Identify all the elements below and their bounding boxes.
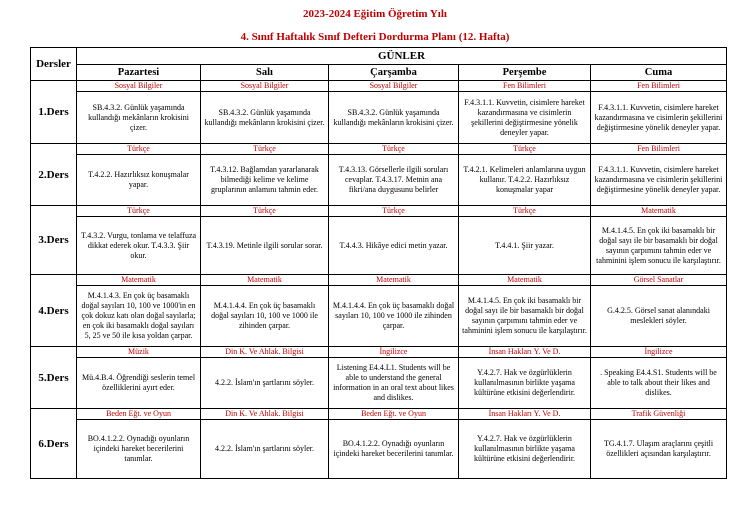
plan-cell-cuma — [591, 81, 727, 144]
subject-label: Matematik — [459, 275, 590, 286]
outcome-text: T.4.3.12. Bağlamdan yararlanarak bilmediği kelime ve kelime gruplarının anlamını tahmin eder. — [210, 165, 319, 194]
outcome-text: M.4.1.4.4. En çok üç basamaklı doğal sayıları 10, 100 ve 1000 ile zihinden çarpar. — [332, 301, 455, 330]
outcome-text: BO.4.1.2.2. Oynadığı oyunların içindeki hareket becerilerini tanımlar. — [333, 439, 454, 458]
subject-label: Sosyal Bilgiler — [77, 81, 200, 92]
lesson-row-2 — [31, 144, 727, 206]
plan-cell-carsamba — [329, 81, 459, 144]
subject-label: Fen Bilimleri — [591, 144, 726, 155]
plan-cell-carsamba — [329, 144, 459, 206]
subject-label: Fen Bilimleri — [591, 81, 726, 92]
outcome-text: M.4.1.4.5. En çok iki basamaklı bir doğal sayı ile bir basamaklı bir doğal sayının çarpımını tahmin eder ve tahminini işlem sonucu ile karşılaştırır. — [596, 225, 721, 265]
weekly-plan-table — [30, 47, 727, 479]
outcome-text: M.4.1.4.4. En çok üç basamaklı doğal sayıları 10, 100 ve 1000 ile zihinden çarpar. — [211, 301, 318, 330]
subject-label: Matematik — [77, 275, 200, 286]
plan-cell-cuma — [591, 275, 727, 347]
outcome-text: BO.4.1.2.2. Oynadığı oyunların içindeki hareket becerilerini tanımlar. — [87, 434, 190, 463]
outcome-text: SB.4.3.2. Günlük yaşamında kullandığı mekânların krokisini çizer. — [88, 102, 189, 132]
subject-label: İngilizce — [591, 347, 726, 358]
plan-cell-sali — [201, 144, 329, 206]
lesson-label: 2.Ders — [31, 144, 77, 206]
plan-cell-pazartesi — [77, 81, 201, 144]
plan-cell-pazartesi — [77, 409, 201, 479]
lesson-row-4 — [31, 275, 727, 347]
day-header-pazartesi: Pazartesi — [77, 65, 201, 81]
plan-cell-sali — [201, 81, 329, 144]
day-header-cuma: Cuma — [591, 65, 727, 81]
lesson-row-5 — [31, 347, 727, 409]
plan-cell-pazartesi — [77, 347, 201, 409]
lesson-label: 6.Ders — [31, 409, 77, 479]
outcome-text: Mü.4.B.4. Öğrendiği seslerin temel özelliklerini ayırt eder. — [81, 373, 196, 392]
lesson-label: 4.Ders — [31, 275, 77, 347]
lesson-row-1 — [31, 81, 727, 144]
outcome-text: Y.4.2.7. Hak ve özgürlüklerin kullanılmasının birlikte yaşama kültürüne etkisini değerlendirir. — [473, 434, 576, 463]
subject-label: Türkçe — [329, 206, 458, 217]
plan-cell-carsamba — [329, 409, 459, 479]
dersler-header: Dersler — [31, 48, 77, 81]
outcome-text: T.4.2.1. Kelimeleri anlamlarına uygun kullanır. T.4.2.2. Hazırlıksız konuşmalar yapar — [463, 165, 586, 194]
subject-label: Matematik — [201, 275, 328, 286]
lesson-label: 1.Ders — [31, 81, 77, 144]
plan-cell-cuma — [591, 144, 727, 206]
subject-label: Trafik Güvenliği — [591, 409, 726, 420]
subject-label: İngilizce — [329, 347, 458, 358]
subject-label: Türkçe — [459, 206, 590, 217]
subject-label: Görsel Sanatlar — [591, 275, 726, 286]
day-header-sali: Salı — [201, 65, 329, 81]
plan-cell-pazartesi — [77, 206, 201, 275]
plan-cell-carsamba — [329, 275, 459, 347]
outcome-text: T.4.4.3. Hikâye edici metin yazar. — [339, 240, 448, 250]
subject-label: Beden Eğt. ve Oyun — [77, 409, 200, 420]
plan-cell-carsamba — [329, 347, 459, 409]
plan-cell-pazartesi — [77, 144, 201, 206]
subject-label: Sosyal Bilgiler — [201, 81, 328, 92]
outcome-text: 4.2.2. İslam'ın şartlarını söyler. — [215, 378, 314, 387]
plan-cell-sali — [201, 206, 329, 275]
plan-cell-sali — [201, 347, 329, 409]
day-header-persembe: Perşembe — [459, 65, 591, 81]
outcome-text: T.4.2.2. Hazırlıksız konuşmalar yapar. — [88, 170, 189, 189]
subject-label: Türkçe — [459, 144, 590, 155]
plan-cell-persembe — [459, 347, 591, 409]
subject-label: Türkçe — [201, 206, 328, 217]
subject-label: Türkçe — [201, 144, 328, 155]
plan-cell-sali — [201, 275, 329, 347]
outcome-text: T.4.4.1. Şiir yazar. — [495, 240, 554, 250]
plan-cell-pazartesi — [77, 275, 201, 347]
outcome-text: 4.2.2. İslam'ın şartlarını söyler. — [215, 444, 314, 453]
outcome-text: Listening E4.4.L1. Students will be able to understand the general information in an oral text about likes and dislikes. — [333, 363, 454, 402]
subject-label: Türkçe — [77, 144, 200, 155]
subject-label: Beden Eğt. ve Oyun — [329, 409, 458, 420]
document-subtitle: 4. Sınıf Haftalık Sınıf Defteri Dordurma Planı (12. Hafta) — [240, 31, 510, 43]
lesson-label: 5.Ders — [31, 347, 77, 409]
lesson-row-3 — [31, 206, 727, 275]
outcome-text: SB.4.3.2. Günlük yaşamında kullandığı mekânların krokisini çizer. — [333, 107, 454, 127]
subject-label: Sosyal Bilgiler — [329, 81, 458, 92]
outcome-text: M.4.1.4.5. En çok iki basamaklı bir doğal sayı ile bir basamaklı bir doğal sayının çarpımını tahmin eder ve tahminini işlem sonucu ile karşılaştırır. — [462, 296, 587, 335]
day-header-carsamba: Çarşamba — [329, 65, 459, 81]
plan-cell-cuma — [591, 347, 727, 409]
outcome-text: . Speaking E4.4.S1. Students will be able to talk about their likes and dislikes. — [600, 368, 717, 397]
outcome-text: Y.4.2.7. Hak ve özgürlüklerin kullanılmasının birlikte yaşama kültürüne etkisini değerlendirir. — [473, 368, 576, 397]
outcome-text: G.4.2.5. Görsel sanat alanındaki meslekleri söyler. — [607, 306, 710, 325]
outcome-text: F.4.3.1.1. Kuvvetin, cisimlere hareket kazandırmasına ve cisimlerin şekillerini değiştirmesine yönelik deneyler yapar. — [464, 97, 585, 137]
subject-label: Din K. Ve Ahlak. Bilgisi — [201, 347, 328, 358]
subject-label: Fen Bilimleri — [459, 81, 590, 92]
plan-cell-carsamba — [329, 206, 459, 275]
plan-cell-persembe — [459, 275, 591, 347]
lesson-row-6 — [31, 409, 727, 479]
outcome-text: TG.4.1.7. Ulaşım araçlarını çeşitli özellikleri açısından karşılaştırır. — [603, 439, 714, 458]
outcome-text: T.4.3.2. Vurgu, tonlama ve telaffuza dikkat ederek okur. T.4.3.3. Şiir okur. — [80, 230, 197, 260]
subject-label: Matematik — [329, 275, 458, 286]
outcome-text: F.4.3.1.1. Kuvvetin, cisimlere hareket kazandırmasına ve cisimlerin şekillerini değiştirmesine yönelik deneyler yapar. — [594, 165, 723, 194]
outcome-text: T.4.3.19. Metinle ilgili sorular sorar. — [206, 240, 323, 250]
subject-label: Türkçe — [329, 144, 458, 155]
outcome-text: SB.4.3.2. Günlük yaşamında kullandığı mekânların krokisini çizer. — [204, 107, 325, 127]
lesson-label: 3.Ders — [31, 206, 77, 275]
plan-cell-cuma — [591, 409, 727, 479]
subject-label: Matematik — [591, 206, 726, 217]
subject-label: Türkçe — [77, 206, 200, 217]
plan-cell-persembe — [459, 144, 591, 206]
gunler-header: GÜNLER — [77, 48, 727, 65]
outcome-text: T.4.3.13. Görsellerle ilgili soruları cevaplar. T.4.3.17. Metnin ana fikri/ana duygusunu belirler — [338, 165, 449, 194]
subject-label: Müzik — [77, 347, 200, 358]
plan-cell-persembe — [459, 409, 591, 479]
plan-cell-sali — [201, 409, 329, 479]
document-title: 2023-2024 Eğitim Öğretim Yılı — [303, 8, 447, 20]
subject-label: Din K. Ve Ahlak. Bilgisi — [201, 409, 328, 420]
outcome-text: F.4.3.1.1. Kuvvetin, cisimlere hareket kazandırmasına ve cisimlerin şekillerini değiştirmesine yönelik deneyler yapar. — [594, 102, 723, 132]
plan-cell-persembe — [459, 81, 591, 144]
outcome-text: M.4.1.4.3. En çok üç basamaklı doğal sayıları 10, 100 ve 1000'in en çok dokuz katı olan doğal sayılarla; en çok iki basamaklı doğal sayıları 5, 25 ve 50 ile kısa yoldan çarpar. — [81, 291, 196, 340]
subject-label: İnsan Hakları Y. Ve D. — [459, 347, 590, 358]
plan-cell-cuma — [591, 206, 727, 275]
plan-cell-persembe — [459, 206, 591, 275]
subject-label: İnsan Hakları Y. Ve D. — [459, 409, 590, 420]
